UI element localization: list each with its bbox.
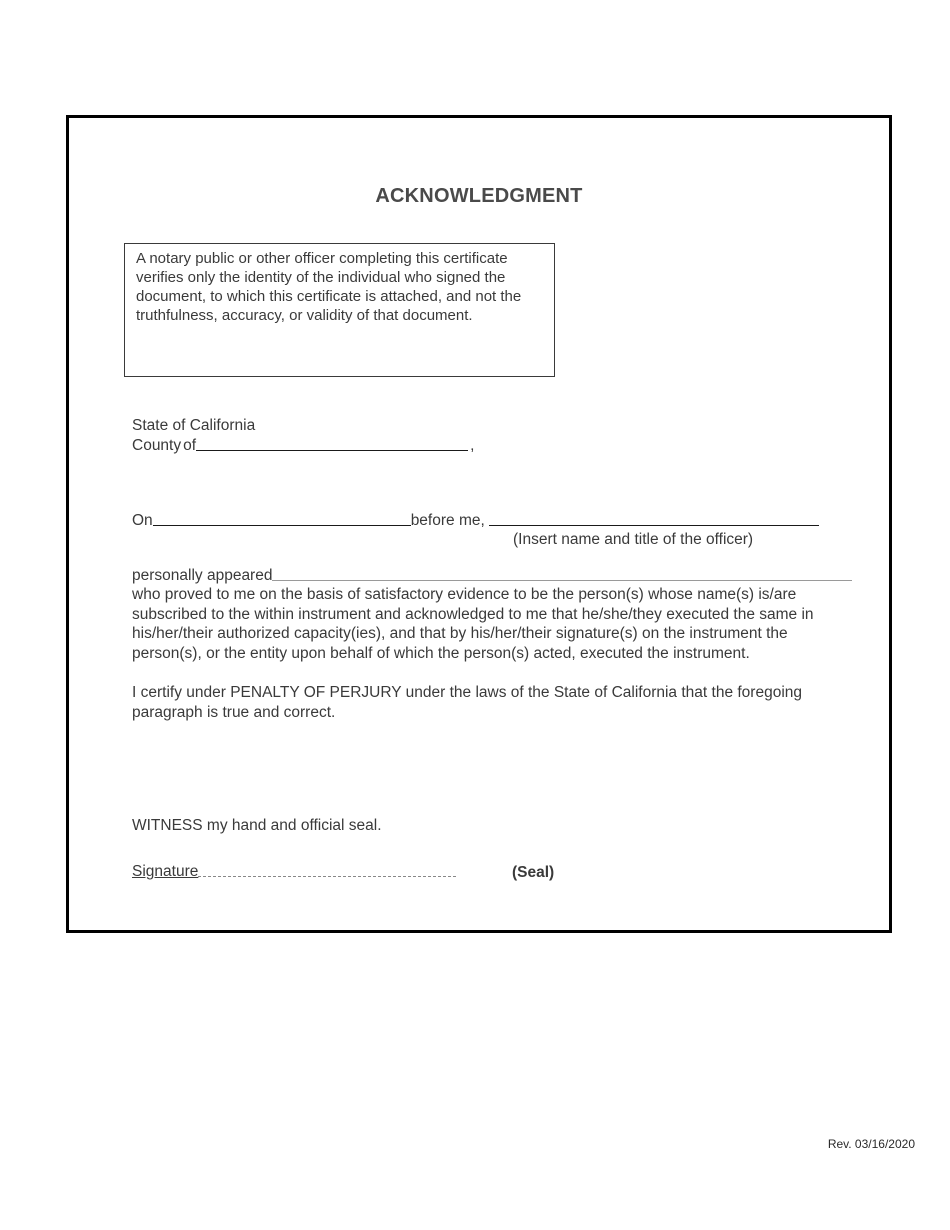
state-label: State of California (132, 417, 256, 434)
county-row (132, 435, 474, 456)
acknowledgment-form-frame (66, 115, 892, 933)
seal-label: (Seal) (512, 864, 555, 881)
county-label: County (132, 437, 182, 454)
notary-notice-box: A notary public or other officer completing this certificate verifies only the identity of the individual who signed the document, to which this certificate is attached, and not the truthfulness, accuracy, or validity of that document. (124, 243, 555, 377)
acknowledgment-body: who proved to me on the basis of satisfactory evidence to be the person(s) whose name(s) is/are subscribed to the within instrument and acknowledged to me that he/she/they executed the same in his/her/their authorized capacity(ies), and that by his/her/their signature(s) on the instrument the person(s), or the entity upon behalf of which the person(s) acted, executed the instrument. (132, 586, 814, 662)
signature-row (132, 861, 456, 882)
perjury-certification: I certify under PENALTY OF PERJURY under the laws of the State of California that the foregoing paragraph is true and correct. (132, 684, 803, 721)
date-input[interactable] (153, 510, 411, 526)
on-label: On (132, 512, 153, 529)
officer-name-input[interactable] (489, 510, 819, 526)
county-of-label: of (183, 437, 197, 454)
date-officer-row (132, 510, 819, 531)
signer-name-input[interactable] (272, 565, 852, 581)
form-title: ACKNOWLEDGMENT (375, 185, 583, 207)
before-me-label: before me, (410, 512, 485, 529)
county-input[interactable] (196, 435, 468, 451)
witness-text: WITNESS my hand and official seal. (132, 817, 382, 834)
signature-input[interactable] (198, 861, 456, 877)
county-suffix: , (470, 437, 475, 454)
personally-appeared-row (132, 565, 852, 586)
officer-hint: (Insert name and title of the officer) (513, 531, 754, 548)
revision-date: Rev. 03/16/2020 (827, 1137, 915, 1151)
personally-appeared-label: personally appeared (132, 567, 273, 584)
signature-label: Signature (132, 863, 199, 880)
